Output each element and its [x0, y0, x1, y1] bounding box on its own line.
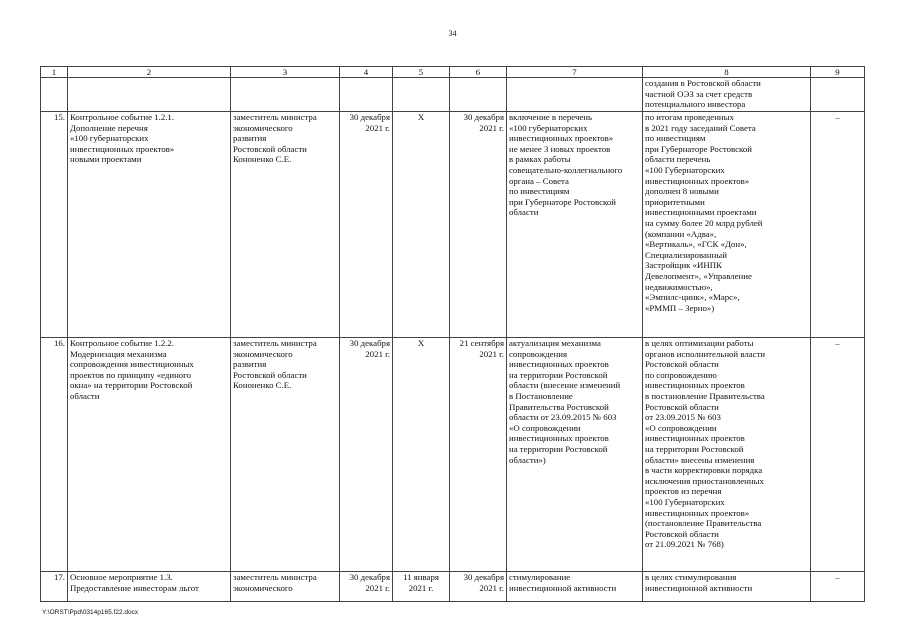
- cell-line: (постановление Правительства: [645, 518, 762, 529]
- cell-line: в рамках работы: [509, 154, 571, 165]
- cell-line: исключения приостановленных: [645, 475, 764, 486]
- cell-line: области: [509, 207, 539, 218]
- cell-line: совещательно-коллегиального: [509, 164, 623, 175]
- cell-line: инвестиционных проектов»: [645, 507, 750, 518]
- cell-line: «100 Губернаторских: [645, 164, 725, 175]
- cell-line: 2021 г.: [479, 582, 504, 593]
- cell-line: Х: [417, 112, 425, 122]
- cell-line: окна» на территории Ростовской: [70, 380, 193, 391]
- cell-line: дополнен 8 новыми: [645, 186, 719, 197]
- actual-result-cell: [643, 338, 811, 572]
- actual-start-cell: [393, 78, 450, 112]
- cell-line: не менее 3 новых проектов: [509, 143, 611, 154]
- event-cell: [68, 78, 231, 112]
- cell-line: «РММП – Зерно»): [645, 302, 715, 313]
- cell-line: Модернизация механизма: [70, 348, 167, 359]
- cell-line: Контрольное событие 1.2.2.: [70, 338, 175, 348]
- cell-line: 2021 г.: [408, 582, 434, 593]
- cell-line: 11 января: [403, 572, 439, 582]
- cell-line: (компании «Адва»,: [645, 228, 717, 239]
- actual-start-cell: [393, 572, 450, 602]
- cell-line: инвестиционными проектами: [645, 207, 757, 218]
- cell-line: в 2021 году заседаний Совета: [645, 122, 756, 133]
- cell-line: области от 23.09.2015 № 603: [509, 412, 617, 423]
- actual-result-cell: [643, 78, 811, 112]
- cell-line: Ростовской области: [645, 359, 719, 370]
- table-row: [41, 112, 865, 338]
- event-cell: [68, 338, 231, 572]
- cell-line: 30 декабря: [463, 112, 504, 122]
- cell-line: потенциального инвестора: [645, 99, 746, 110]
- actual-result-cell: [643, 112, 811, 338]
- cell-line: заместитель министра: [233, 572, 317, 582]
- cell-line: на сумму более 20 млрд рублей: [645, 217, 763, 228]
- expected-result-cell: [507, 572, 643, 602]
- note-cell: –: [811, 572, 865, 602]
- cell-line: на территории Ростовской: [509, 443, 608, 454]
- table-row: [41, 572, 865, 602]
- column-header: 4: [340, 67, 393, 78]
- cell-line: Основное мероприятие 1.3.: [70, 572, 173, 582]
- cell-line: Кононенко С.Е.: [233, 380, 292, 391]
- cell-line: инвестиционных проектов»: [509, 133, 614, 144]
- cell-line: инвестиционных проектов»: [645, 175, 750, 186]
- cell-line: инвестиционных проектов: [509, 359, 609, 370]
- cell-line: инвестиционных проектов»: [70, 143, 175, 154]
- cell-line: на территории Ростовской: [645, 443, 744, 454]
- actual-date-cell: [450, 572, 507, 602]
- cell-line: «О сопровождении: [509, 422, 581, 433]
- cell-line: Х: [417, 338, 425, 348]
- cell-line: «Вертикаль», «ГСК «Дон»,: [645, 239, 747, 250]
- column-header: 1: [41, 67, 68, 78]
- cell-line: 2021 г.: [479, 122, 504, 133]
- row-number: 16.: [41, 338, 68, 572]
- cell-line: новыми проектами: [70, 154, 142, 165]
- cell-line: от 21.09.2021 № 768): [645, 539, 724, 550]
- cell-line: Кононенко С.Е.: [233, 154, 292, 165]
- column-header: 5: [393, 67, 450, 78]
- cell-line: инвестиционной активности: [645, 582, 753, 593]
- cell-line: включение в перечень: [509, 112, 592, 122]
- cell-line: инвестиционных проектов: [509, 433, 609, 444]
- cell-line: 21 сентября: [459, 338, 504, 348]
- planned-date-cell: [340, 338, 393, 572]
- event-cell: [68, 112, 231, 338]
- cell-line: экономического: [233, 348, 293, 359]
- planned-date-cell: [340, 572, 393, 602]
- actual-start-cell: [393, 112, 450, 338]
- cell-line: по сопровождению: [645, 369, 717, 380]
- cell-line: создания в Ростовской области: [645, 78, 761, 88]
- cell-line: сопровождения инвестиционных: [70, 359, 194, 370]
- cell-line: при Губернаторе Ростовской: [509, 196, 616, 207]
- cell-line: проектов по принципу «единого: [70, 369, 191, 380]
- header-row: [41, 67, 865, 78]
- expected-result-cell: [507, 112, 643, 338]
- expected-result-cell: [507, 338, 643, 572]
- cell-line: экономического: [233, 122, 293, 133]
- cell-line: области» внесены изменения: [645, 454, 755, 465]
- cell-line: экономического: [233, 582, 293, 593]
- responsible-cell: [231, 78, 340, 112]
- row-number: 15.: [41, 112, 68, 338]
- note-cell: [811, 78, 865, 112]
- cell-line: приоритетными: [645, 196, 705, 207]
- cell-line: 2021 г.: [365, 122, 390, 133]
- cell-line: заместитель министра: [233, 338, 317, 348]
- cell-line: Застройщик «ИНПК: [645, 260, 722, 271]
- cell-line: в целях оптимизации работы: [645, 338, 754, 348]
- cell-line: заместитель министра: [233, 112, 317, 122]
- cell-line: Ростовской области: [645, 401, 719, 412]
- table-row: [41, 78, 865, 112]
- cell-line: области: [70, 390, 100, 401]
- cell-line: сопровождения: [509, 348, 568, 359]
- column-header: 8: [643, 67, 811, 78]
- row-number: 17.: [41, 572, 68, 602]
- planned-date-cell: [340, 112, 393, 338]
- cell-line: Ростовской области: [233, 143, 307, 154]
- column-header: 9: [811, 67, 865, 78]
- cell-line: Девелопмент», «Управление: [645, 270, 752, 281]
- note-cell: –: [811, 338, 865, 572]
- cell-line: Специализированный: [645, 249, 727, 260]
- cell-line: по инвестициям: [645, 133, 706, 144]
- responsible-cell: [231, 338, 340, 572]
- cell-line: 30 декабря: [463, 572, 504, 582]
- cell-line: при Губернаторе Ростовской: [645, 143, 752, 154]
- cell-line: Ростовской области: [645, 528, 719, 539]
- column-header: 7: [507, 67, 643, 78]
- cell-line: 30 декабря: [349, 112, 390, 122]
- event-cell: [68, 572, 231, 602]
- cell-line: частной ОЭЗ за счет средств: [645, 88, 753, 99]
- cell-line: инвестиционных проектов: [645, 433, 745, 444]
- cell-line: области»): [509, 454, 546, 465]
- column-header: 2: [68, 67, 231, 78]
- cell-line: Предоставление инвесторам льгот: [70, 582, 199, 593]
- cell-line: по инвестициям: [509, 186, 570, 197]
- cell-line: стимулирование: [509, 572, 571, 582]
- table-row: [41, 338, 865, 572]
- cell-line: области перечень: [645, 154, 711, 165]
- actual-result-cell: [643, 572, 811, 602]
- table-body: [41, 78, 865, 602]
- page-number: 34: [448, 29, 457, 38]
- cell-line: в постановление Правительства: [645, 390, 765, 401]
- actual-start-cell: [393, 338, 450, 572]
- cell-line: «100 губернаторских: [509, 122, 588, 133]
- cell-line: «100 губернаторских: [70, 133, 149, 144]
- cell-line: 2021 г.: [365, 582, 390, 593]
- report-table: [40, 66, 865, 602]
- cell-line: «100 Губернаторских: [645, 496, 725, 507]
- cell-line: в Постановление: [509, 390, 573, 401]
- cell-line: развития: [233, 359, 267, 370]
- cell-line: актуализация механизма: [509, 338, 601, 348]
- file-path-footer: Y:\ORST\Ppd\0314p165.f22.docx: [42, 609, 139, 616]
- planned-date-cell: [340, 78, 393, 112]
- cell-line: от 23.09.2015 № 603: [645, 412, 721, 423]
- cell-line: области (внесение изменений: [509, 380, 621, 391]
- column-header: 3: [231, 67, 340, 78]
- cell-line: 2021 г.: [365, 348, 390, 359]
- cell-line: в целях стимулирования: [645, 572, 737, 582]
- note-cell: –: [811, 112, 865, 338]
- cell-line: проектов из перечня: [645, 486, 722, 497]
- cell-line: «О сопровождении: [645, 422, 717, 433]
- cell-line: «Эмпилс-цинк», «Марс»,: [645, 292, 740, 303]
- actual-date-cell: [450, 112, 507, 338]
- cell-line: на территории Ростовской: [509, 369, 608, 380]
- column-header: 6: [450, 67, 507, 78]
- expected-result-cell: [507, 78, 643, 112]
- cell-line: развития: [233, 133, 267, 144]
- responsible-cell: [231, 572, 340, 602]
- cell-line: Ростовской области: [233, 369, 307, 380]
- cell-line: 30 декабря: [349, 338, 390, 348]
- cell-line: органов исполнительной власти: [645, 348, 766, 359]
- cell-line: инвестиционной активности: [509, 582, 617, 593]
- responsible-cell: [231, 112, 340, 338]
- cell-line: Контрольное событие 1.2.1.: [70, 112, 175, 122]
- cell-line: по итогам проведенных: [645, 112, 734, 122]
- cell-line: 2021 г.: [479, 348, 504, 359]
- cell-line: Правительства Ростовской: [509, 401, 609, 412]
- actual-date-cell: [450, 338, 507, 572]
- cell-line: в части корректировки порядка: [645, 465, 763, 476]
- row-number: [41, 78, 68, 112]
- cell-line: органа – Совета: [509, 175, 569, 186]
- cell-line: инвестиционных проектов: [645, 380, 745, 391]
- actual-date-cell: [450, 78, 507, 112]
- cell-line: 30 декабря: [349, 572, 390, 582]
- cell-line: Дополнение перечня: [70, 122, 148, 133]
- cell-line: недвижимостью»,: [645, 281, 713, 292]
